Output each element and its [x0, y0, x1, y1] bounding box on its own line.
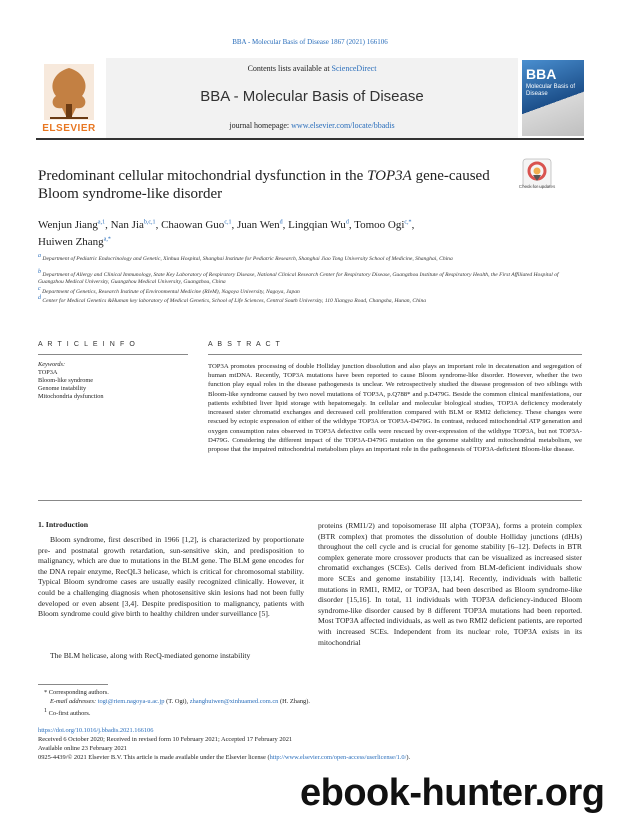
affiliation-d: $^d$ Center for Medical Genetics &Human key laboratory of Medical Genetics, School of Life Sciences, Central South University, 110 Xiangya Road, Changsha, Hunan, China	[38, 295, 427, 304]
license-link[interactable]: http://www.elsevier.com/open-access/userlicense/1.0/	[269, 754, 407, 761]
sciencedirect-link[interactable]: ScienceDirect	[331, 64, 377, 73]
title-gene: TOP3A	[367, 168, 412, 184]
abstract-rule	[208, 354, 582, 355]
keyword-item: Mitochondria dysfunction	[38, 393, 104, 400]
check-for-updates-label: Check for updates	[518, 184, 556, 189]
author: Chaowan Guo$^{c,1}$,	[161, 218, 237, 231]
email-link-zhang[interactable]: zhanghuiwen@xinhuamed.com.cn	[189, 698, 279, 705]
affiliation-c: $^c$ Department of Genetics, Research Institute of Environmental Medicine (RIeM), Nagoya University, Nagoya, Japan	[38, 286, 300, 295]
author: Nan Jia$^{b,c,1}$,	[110, 218, 162, 231]
intro-paragraph-1: Bloom syndrome, first described in 1966 [1,2], is characterized by proportionate pre- and postnatal growth retardation, sun-sensitive skin, and predisposition to malignancy, which are due to mutations in the BLM gene. The BLM gene encodes for the DNA repair enzyme, RecQL3 helicase, which is critical for chromosomal stability. Typical Bloom syndrome cases are usually easily recognized clinically. However, it could be a challenging diagnosis when photosensitive skin lesions had not been fully developed or even absent [3,4]. Despite predisposition to malignancy, patients with Bloom syndrome could give birth to healthy children under surveillance [5].	[38, 535, 304, 619]
cover-subtitle: Molecular Basis of Disease	[526, 84, 576, 97]
doi-link[interactable]: https://doi.org/10.1016/j.bbadis.2021.166106	[38, 727, 154, 734]
author: Tomoo Ogi$^{c,*}$,	[354, 218, 415, 231]
affiliation-b: $^b$ Department of Allergy and Clinical Immunology, State Key Laboratory of Respiratory Disease, National Clinical Research Center for Respiratory Disease, Guangzhou Institute of Respiratory Health, the First Affiliated Hospital of Guangzhou Medical University, Guangzhou Medical University, Guangzhou, China	[38, 269, 559, 286]
running-reference[interactable]: BBA - Molecular Basis of Disease 1867 (2021) 166106	[232, 38, 388, 46]
abstract-heading: A B S T R A C T	[208, 341, 282, 348]
available-online: Available online 23 February 2021	[38, 745, 127, 752]
author: Wenjun Jiang$^{a,1}$,	[38, 218, 111, 231]
abstract-bottom-rule	[38, 500, 582, 501]
author-affil-link[interactable]: c,*	[404, 219, 412, 225]
author: Lingqian Wu$^d$,	[288, 218, 355, 231]
author-affil-link[interactable]: a,*	[103, 236, 111, 243]
article-info-rule	[38, 354, 188, 355]
author-affil-link[interactable]: b,c,1	[143, 219, 156, 225]
journal-title: BBA - Molecular Basis of Disease	[200, 88, 424, 105]
homepage-prefix: journal homepage:	[229, 121, 290, 130]
intro-right-column: proteins (RMI1/2) and topoisomerase III alpha (TOP3A), forms a protein complex (BTR complex) that promotes the dissolution of double Holliday junctions (dHJs) throughout the cell cycle and is crucial for genome stability [6–12]. Defects in BTR complex generate more crossover products that can be visualized as increased sister chromatid exchanges (SCEs). Cells derived from BLM-deficient individuals show more SCEs and genome instability [13,14]. Recently, individuals with balletic mutations in RMI1, RMI2, or TOP3A, had been described as Bloom syndrome-like disorder [15,16]. In total, 11 individuals with TOP3A deficiency-induced Bloom syndrome-like disorder caused by 8 different TOP3A mutations had been reported. Most TOP3A affected individuals, as well as two RMI2 deficient patients, are reported with increased SCEs. Independent from its nuclear role, TOP3A exists in its mitochondrial	[318, 521, 582, 647]
license-line: 0925-4439/© 2021 Elsevier B.V. This article is made available under the Elsevier license (http://www.elsevier.com/open-access/userlicense/1.0/).	[38, 754, 411, 761]
cover-title: BBA	[526, 66, 557, 82]
email-note: E-mail addresses: togi@riem.nagoya-u.ac.jp (T. Ogi), zhanghuiwen@xinhuamed.com.cn (H. Zhang).	[50, 698, 310, 705]
author-affil-link[interactable]: c,1	[224, 219, 232, 225]
title-part-2: gene-caused Bloom syndrome-like disorder	[38, 168, 490, 202]
article-info-heading: A R T I C L E I N F O	[38, 341, 137, 348]
footnote-rule	[38, 684, 108, 685]
affiliation-a: $^a$ Department of Pediatric Endocrinology and Genetic, Xinhua Hospital, Shanghai Institute for Pediatric Research, Shanghai Jiao Tong University School of Medicine, Shanghai, China	[38, 253, 453, 262]
received-dates: Received 6 October 2020; Received in revised form 10 February 2021; Accepted 17 February 2021	[38, 736, 293, 743]
introduction-heading: 1. Introduction	[38, 520, 89, 529]
publisher-name: ELSEVIER	[42, 123, 96, 134]
article-title	[38, 167, 498, 203]
author: Juan Wen$^d$,	[236, 218, 289, 231]
abstract-text: TOP3A promotes processing of double Holliday junction dissolution and also plays an important role in decatenation and segregation of human mtDNA. Recently, TOP3A mutations have been reported to cause Bloom syndrome-like disorder. However, whether the two function play equal roles in the disease pathogenesis is unclear. We retrospectively studied the disease progression of two siblings with Bloom-like syndrome caused by two novel mutations of TOP3A, p.Q788* and p.D479G. Beside the common clinical manifestations, our patients exhibited liver lipid storage with hepatomegaly. In cellular and molecular biological studies, TOP3A deficiency moderately increased sister chromatid exchanges and decreased cell proliferation compared with BLM or RMI2 deficiency. These changes were rescued by ectopic expression of either of the wildtype TOP3A or TOP3A-D479G. In contrast, reduced mitochondrial ATP generation and oxygen consumption rates observed in TOP3A defective cells were rescued by over-expression of the wildtype TOP3A, but not TOP3A-D479G. Considering the different impact of the TOP3A-D479G mutation on the genome stability and mitochondrial metabolism, we propose that the impaired mitochondrial metabolism plays an important role in the pathogenesis of TOP3A-deficient Bloom-like disease.	[208, 363, 582, 453]
title-part-1: Predominant cellular mitochondrial dysfunction in the	[38, 168, 368, 184]
homepage-link[interactable]: www.elsevier.com/locate/bbadis	[291, 121, 395, 130]
contents-line	[106, 64, 518, 73]
contents-prefix: Contents lists available at	[247, 64, 330, 73]
author-affil-link[interactable]: a,1	[97, 219, 106, 225]
author-affil-link[interactable]: d	[345, 219, 349, 225]
author-list	[38, 215, 578, 250]
watermark: ebook-hunter.org	[300, 772, 605, 814]
email-link-ogi[interactable]: togi@riem.nagoya-u.ac.jp	[97, 698, 165, 705]
keyword-item: Bloom-like syndrome	[38, 377, 94, 384]
corresponding-note: * Corresponding authors.	[44, 689, 109, 696]
cofirst-note: $^1$ Co-first authors.	[44, 708, 91, 718]
homepage-line	[106, 121, 518, 130]
keyword-item: TOP3A	[38, 369, 58, 376]
keyword-item: Genome instability	[38, 385, 87, 392]
author-affil-link[interactable]: d	[279, 219, 283, 225]
keywords-label: Keywords:	[38, 361, 66, 368]
intro-paragraph-2: The BLM helicase, along with RecQ-mediated genome instability	[50, 651, 251, 660]
author: Huiwen Zhang$^{a,*}$	[38, 236, 111, 249]
